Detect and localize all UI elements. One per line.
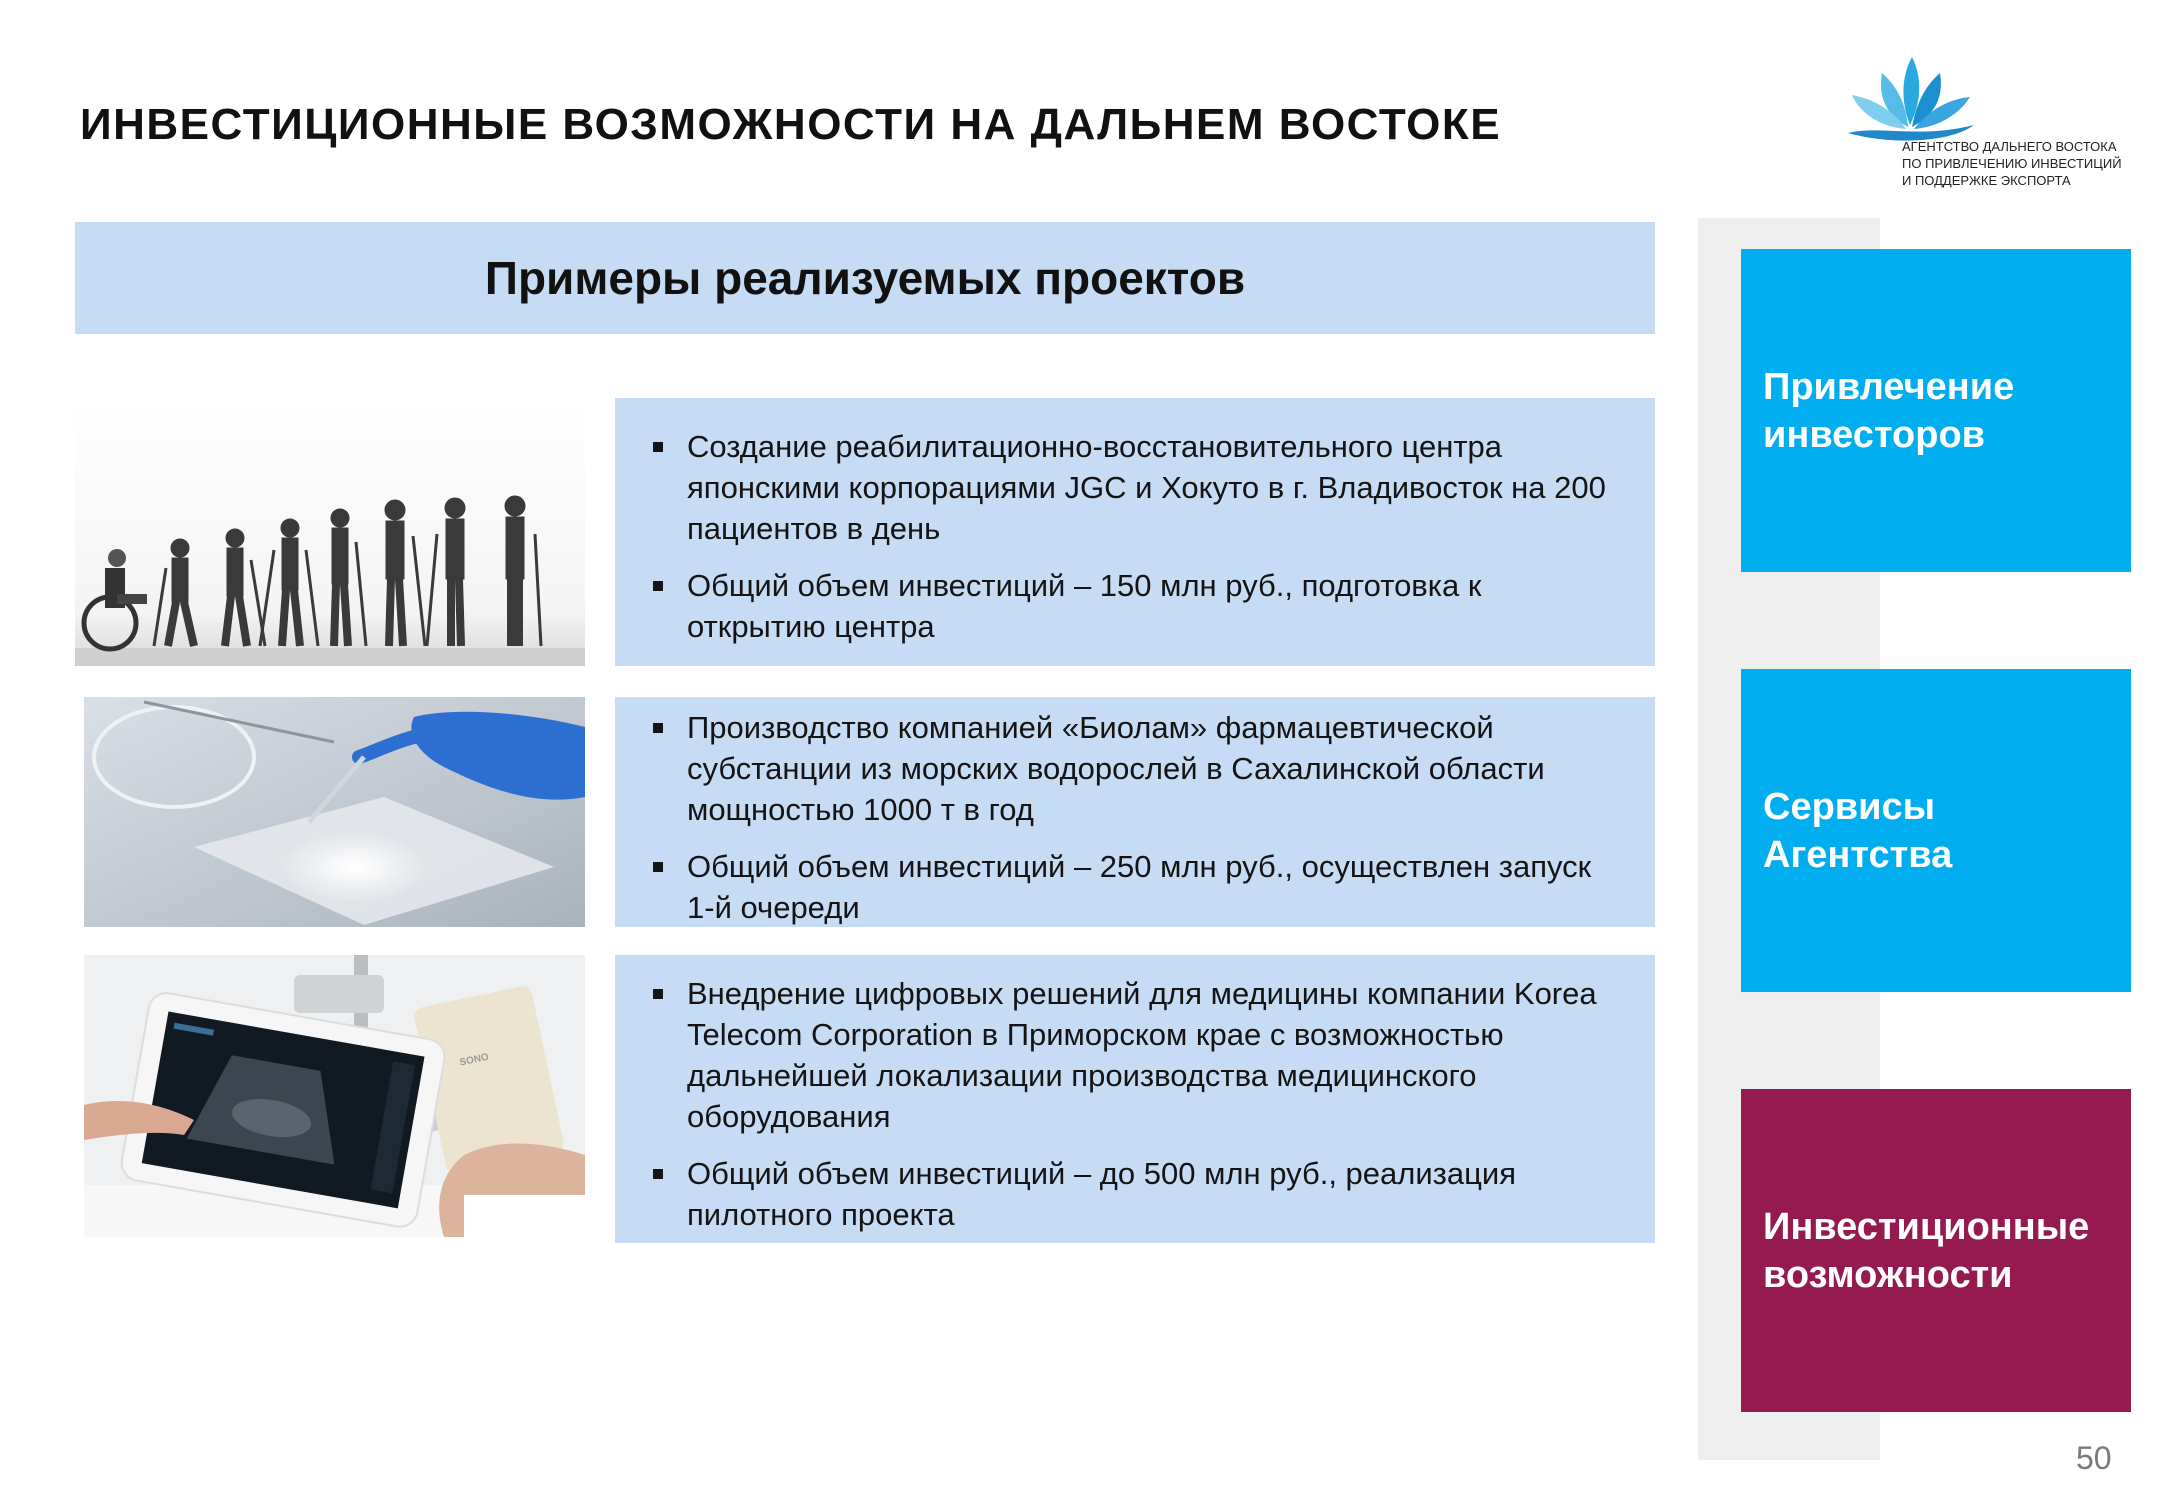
- logo-line: АГЕНТСТВО ДАЛЬНЕГО ВОСТОКА: [1902, 139, 2117, 154]
- sidebar-item-investment-opportunities[interactable]: [1741, 1089, 2131, 1412]
- logo-line: И ПОДДЕРЖКЕ ЭКСПОРТА: [1902, 173, 2071, 188]
- lab-powder-photo: [84, 697, 585, 927]
- sidebar-item-label: Сервисы: [1763, 785, 1936, 828]
- section-heading-bar: [75, 222, 1655, 334]
- project-bullet: Производство компанией «Биолам» фармацевтической субстанции из морских водорослей в Сахалинской области мощностью 1000 т в год: [635, 707, 1615, 830]
- svg-text:SONO: SONO: [458, 1051, 490, 1069]
- project-bullet: Создание реабилитационно-восстановительного центра японскими корпорациями JGC и Хокуто в г. Владивосток на 200 пациентов в день: [635, 426, 1615, 549]
- project-box-biolam: [615, 697, 1655, 927]
- project-box-rehab: [615, 398, 1655, 666]
- sidebar-item-agency-services[interactable]: [1741, 669, 2131, 992]
- sidebar-item-investors[interactable]: [1741, 249, 2131, 572]
- project-bullet: Общий объем инвестиций – до 500 млн руб., реализация пилотного проекта: [635, 1153, 1615, 1235]
- project-bullet: Внедрение цифровых решений для медицины компании Korea Telecom Corporation в Приморском крае с возможностью дальнейшей локализации производства медицинского оборудования: [635, 973, 1615, 1137]
- sidebar-item-label: Инвестиционные: [1763, 1205, 2090, 1248]
- tablet-ultrasound-photo: [84, 955, 585, 1237]
- sidebar-item-label: Агентства: [1763, 833, 1953, 876]
- logo-line: ПО ПРИВЛЕЧЕНИЮ ИНВЕСТИЦИЙ: [1902, 156, 2122, 171]
- page-title: ИНВЕСТИЦИОННЫЕ ВОЗМОЖНОСТИ НА ДАЛЬНЕМ ВОСТОКЕ: [80, 100, 1502, 149]
- project-box-korea-telecom: [615, 955, 1655, 1243]
- lotus-logo-icon: [1840, 55, 1980, 145]
- page-number: 50: [2076, 1440, 2112, 1476]
- sidebar-item-label: Привлечение: [1763, 365, 2015, 408]
- sidebar-item-label: инвесторов: [1763, 413, 1986, 456]
- section-heading: Примеры реализуемых проектов: [484, 252, 1246, 304]
- project-bullet: Общий объем инвестиций – 150 млн руб., подготовка к открытию центра: [635, 565, 1615, 647]
- project-bullet: Общий объем инвестиций – 250 млн руб., осуществлен запуск 1-й очереди: [635, 846, 1615, 928]
- exoskeleton-photo: [75, 398, 585, 666]
- agency-logo: [1840, 55, 2140, 195]
- sidebar-item-label: возможности: [1763, 1253, 2013, 1296]
